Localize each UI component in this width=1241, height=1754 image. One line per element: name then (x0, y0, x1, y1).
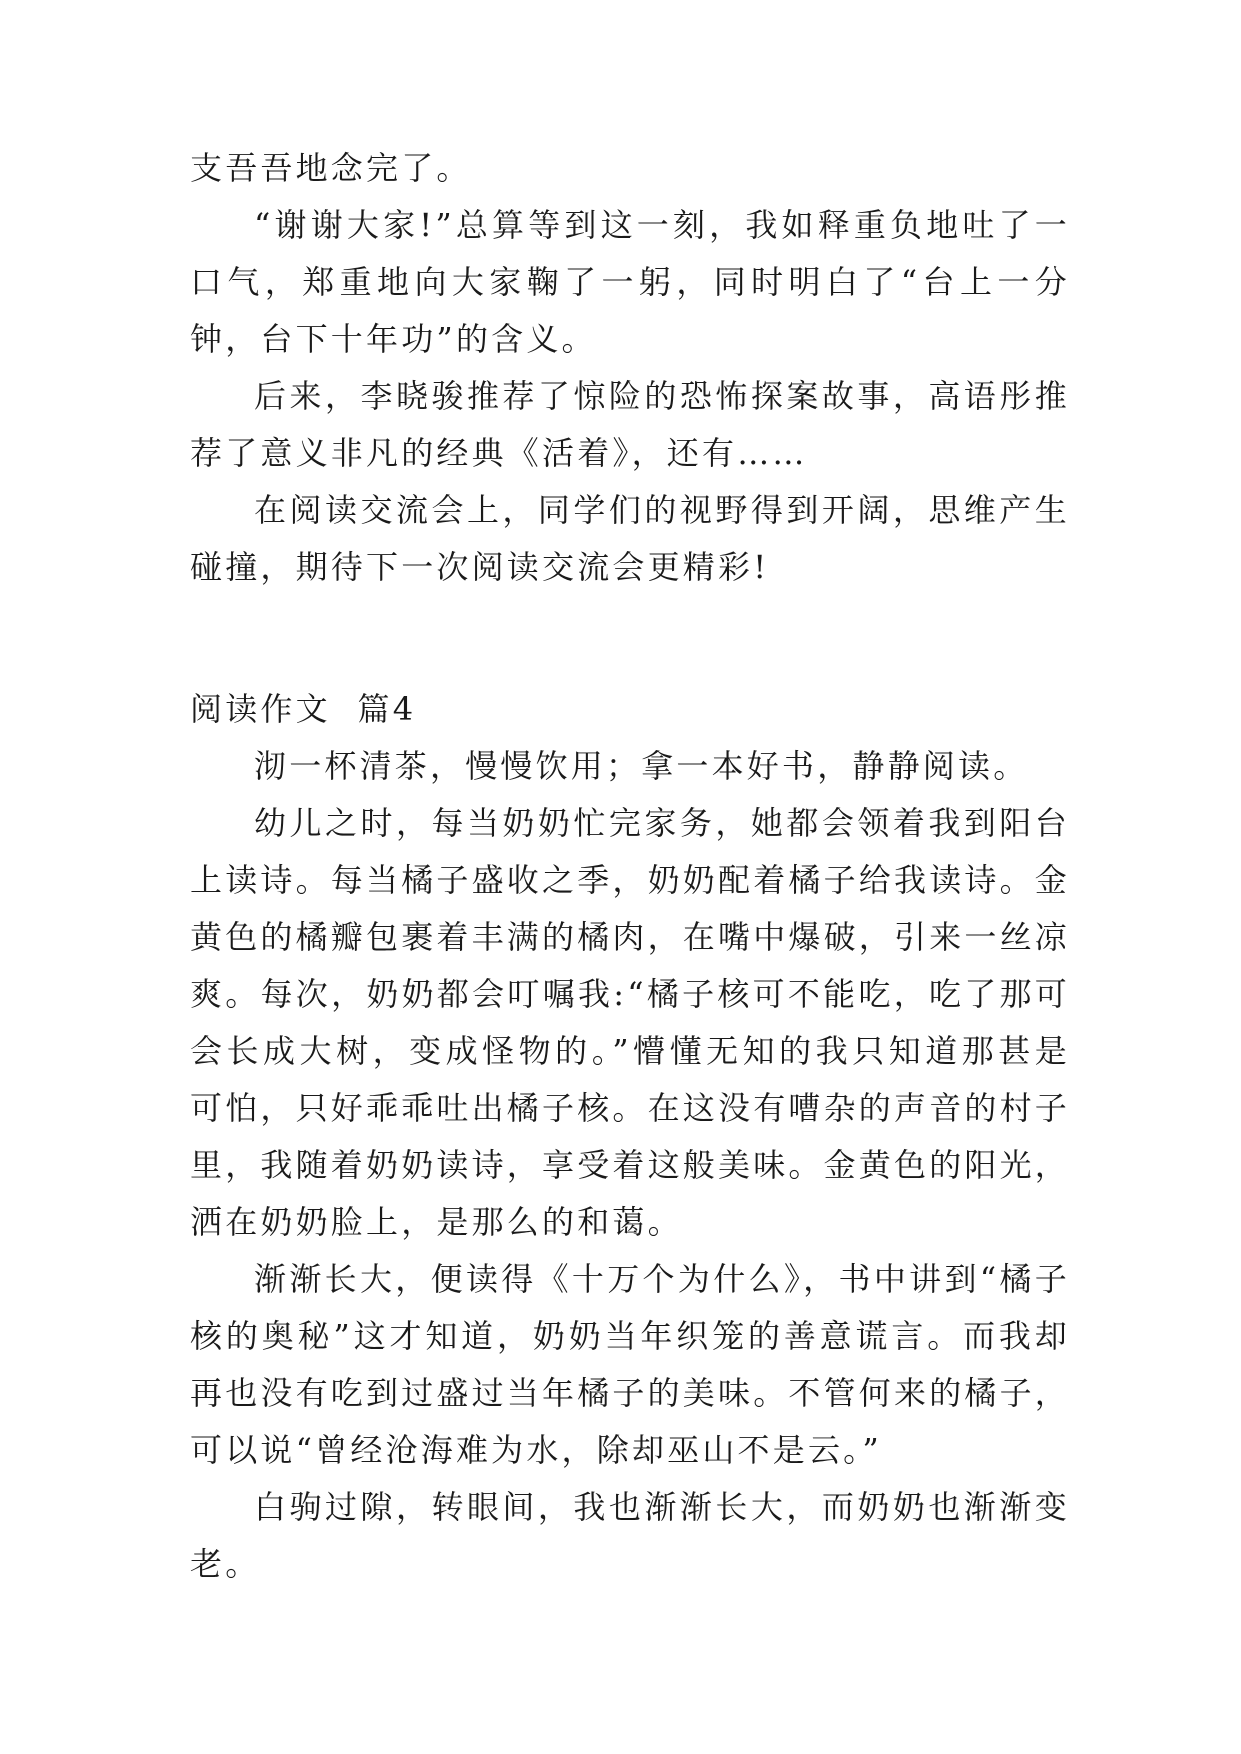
paragraph: 后来，李晓骏推荐了惊险的恐怖探案故事，高语彤推荐了意义非凡的经典《活着》，还有…… (190, 377, 1070, 472)
paragraph: 沏一杯清茶，慢慢饮用；拿一本好书，静静阅读。 (254, 747, 1029, 785)
essay-section-previous (190, 140, 1070, 596)
paragraph-continuation: 支吾吾地念完了。 (190, 149, 472, 187)
paragraph: 在阅读交流会上，同学们的视野得到开阔，思维产生碰撞，期待下一次阅读交流会更精彩! (190, 491, 1070, 586)
paragraph: 渐渐长大，便读得《十万个为什么》，书中讲到“橘子核的奥秘”这才知道，奶奶当年织笼的善意谎言。而我却再也没有吃到过盛过当年橘子的美味。不管何来的橘子，可以说“曾经沧海难为水，除却巫山不是云。” (190, 1260, 1071, 1469)
paragraph: 白驹过隙，转眼间，我也渐渐长大，而奶奶也渐渐变老。 (190, 1488, 1070, 1583)
paragraph: 幼儿之时，每当奶奶忙完家务，她都会领着我到阳台上读诗。每当橘子盛收之季，奶奶配着橘子给我读诗。金黄色的橘瓣包裹着丰满的橘肉，在嘴中爆破，引来一丝凉爽。每次，奶奶都会叮嘱我:“橘子核可不能吃，吃了那可会长成大树，变成怪物的。”懵懂无知的我只知道那甚是可怕，只好乖乖吐出橘子核。在这没有嘈杂的声音的村子里，我随着奶奶读诗，享受着这般美味。金黄色的阳光，洒在奶奶脸上，是那么的和蔼。 (190, 804, 1071, 1241)
paragraph: “谢谢大家!”总算等到这一刻，我如释重负地吐了一口气，郑重地向大家鞠了一躬，同时明白了“台上一分钟，台下十年功”的含义。 (190, 206, 1070, 358)
section-heading: 阅读作文 篇4 (190, 690, 417, 728)
essay-section-4 (190, 681, 1070, 1593)
